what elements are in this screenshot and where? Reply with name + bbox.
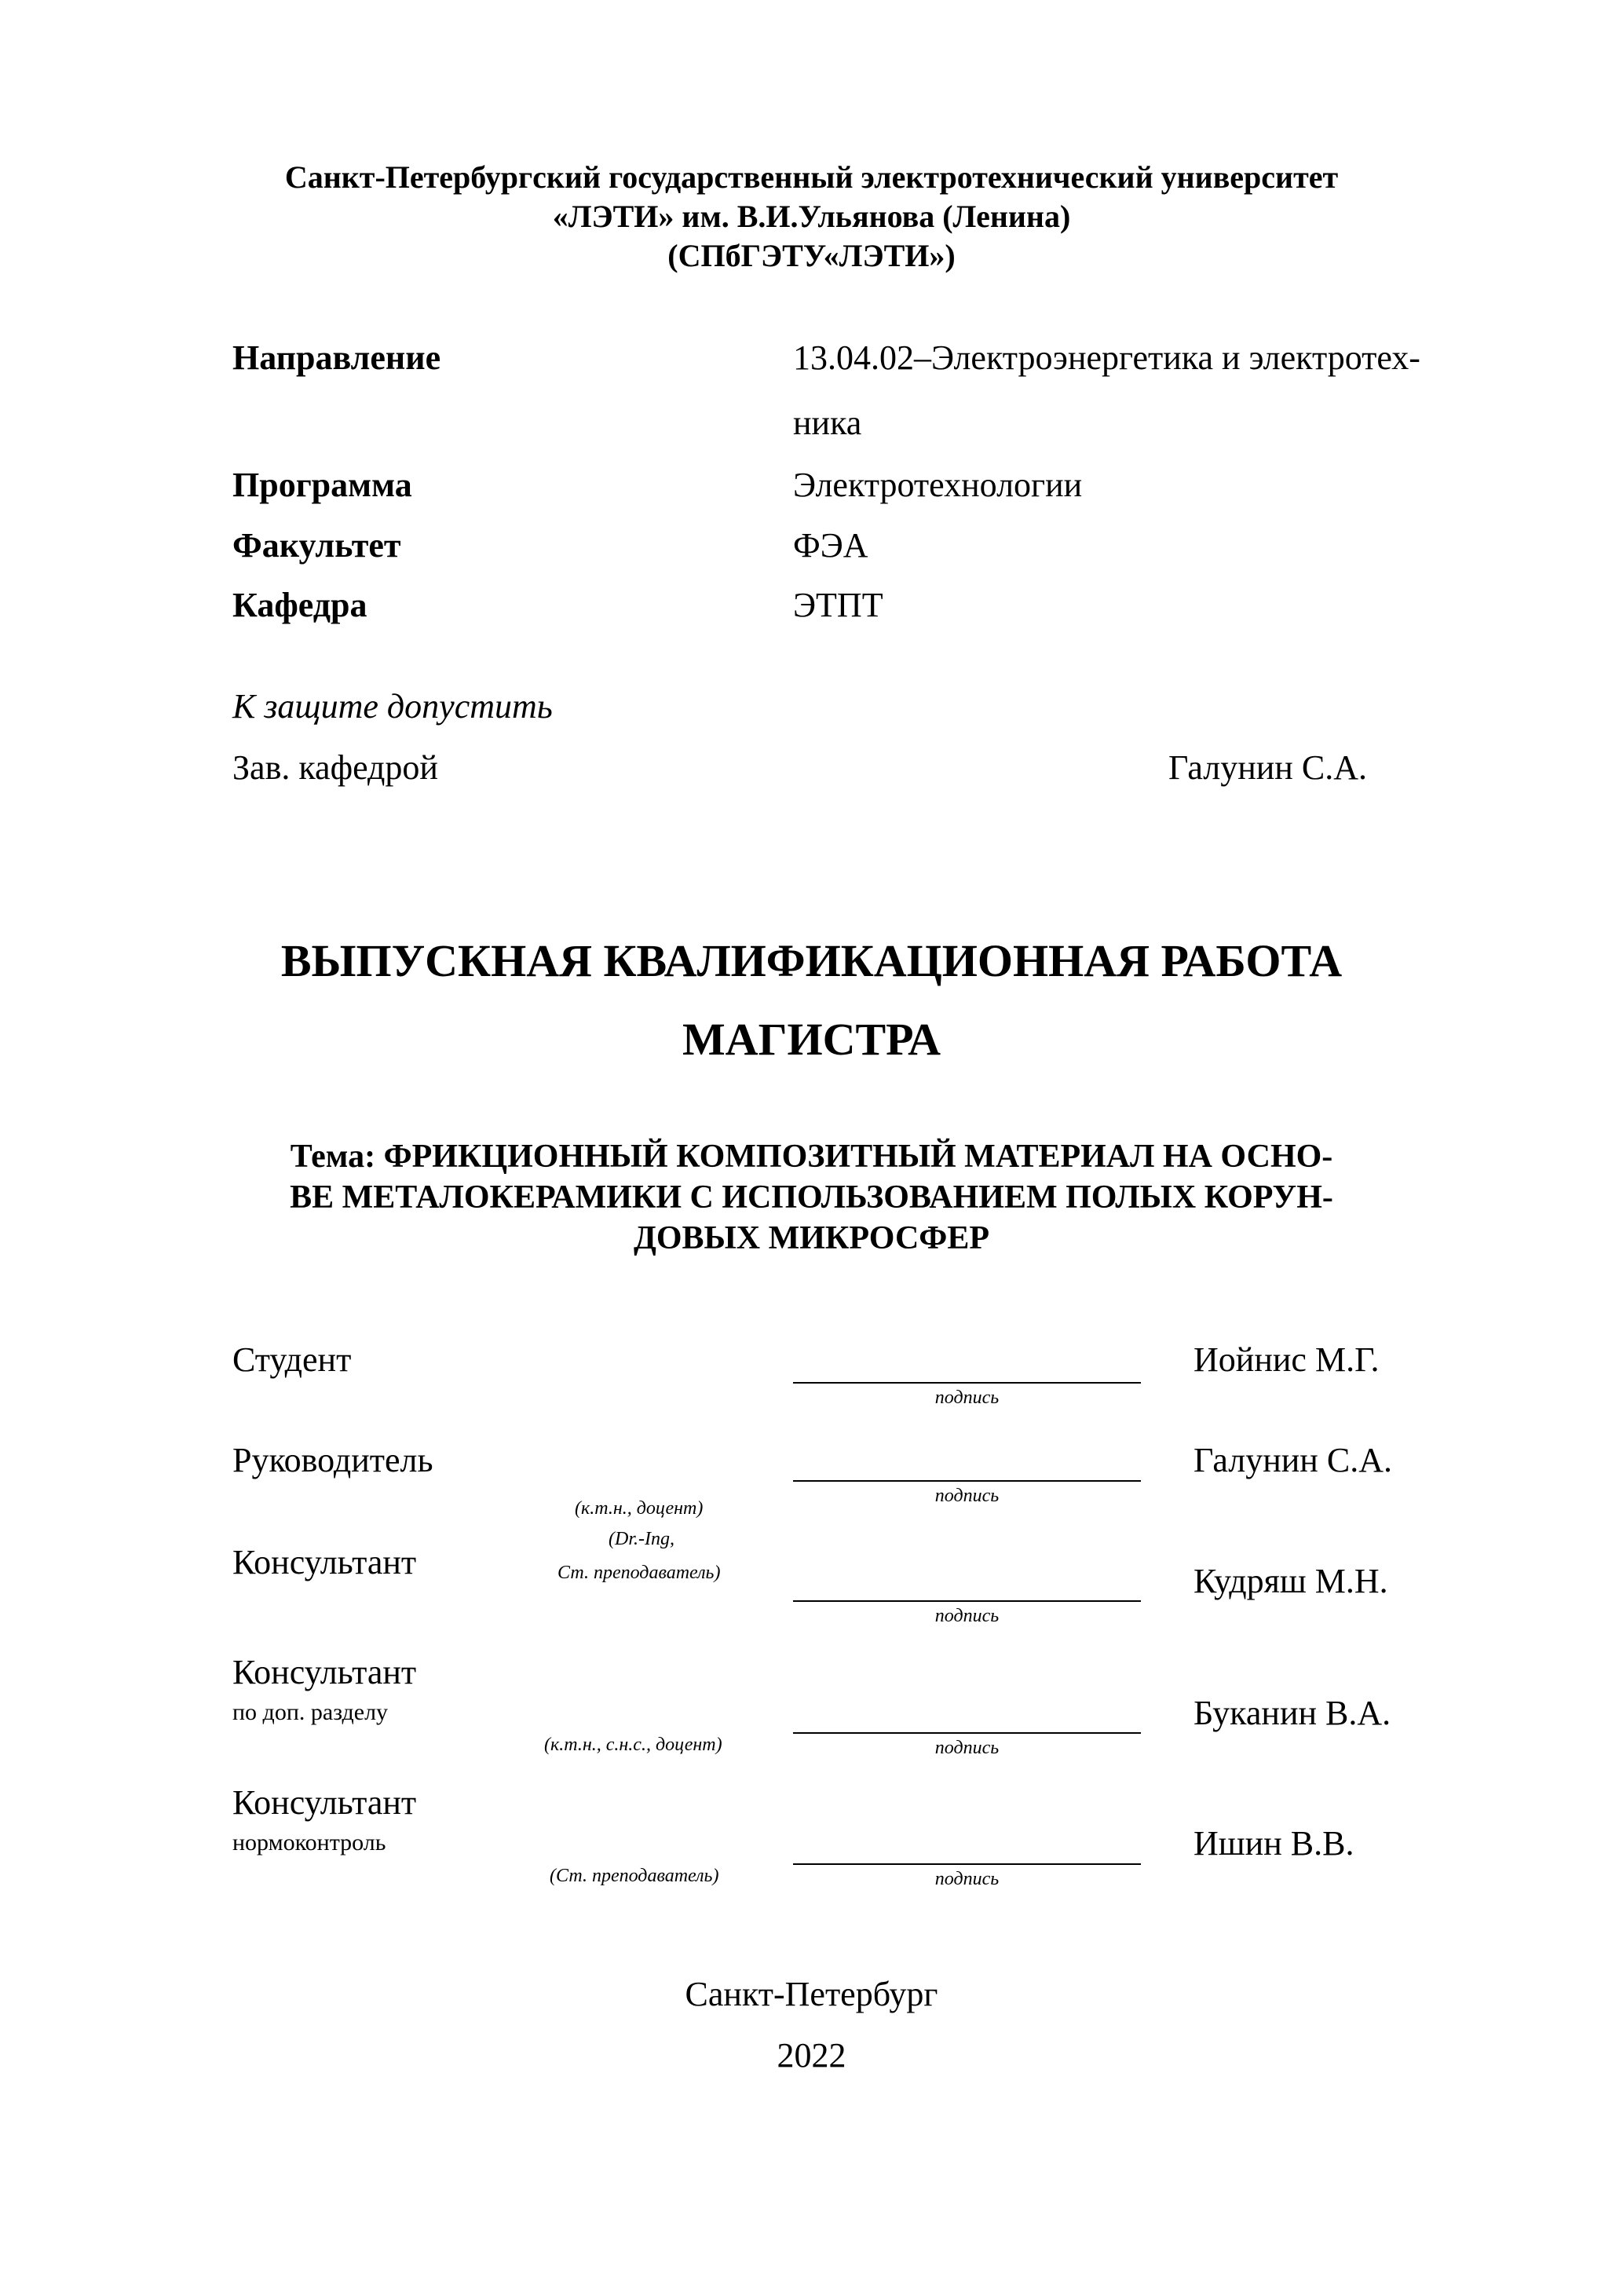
student-role: Студент xyxy=(232,1340,352,1379)
norm-control-signature-line xyxy=(793,1863,1141,1865)
university-short-name: «ЛЭТИ» им. В.И.Ульянова (Ленина) xyxy=(552,199,1071,234)
department-label: Кафедра xyxy=(232,586,367,624)
additional-consultant-role: Консультант xyxy=(232,1653,417,1691)
consultant-position: Ст. преподаватель) xyxy=(557,1563,721,1583)
consultant-name: Кудряш М.Н. xyxy=(1193,1562,1388,1600)
program-label: Программа xyxy=(232,466,412,504)
direction-value-continued: ника xyxy=(793,404,862,442)
student-name: Иойнис М.Г. xyxy=(1193,1340,1380,1379)
approval-role: Зав. кафедрой xyxy=(232,748,438,787)
norm-control-section: нормоконтроль xyxy=(232,1830,386,1855)
student-signature-line xyxy=(793,1382,1141,1384)
theme-line-1: Тема: ФРИКЦИОННЫЙ КОМПОЗИТНЫЙ МАТЕРИАЛ НА ОСНО- xyxy=(290,1139,1333,1175)
approval-name: Галунин С.А. xyxy=(1168,748,1367,787)
supervisor-signature-caption: подпись xyxy=(934,1486,1000,1506)
supervisor-name: Галунин С.А. xyxy=(1193,1441,1392,1479)
department-value: ЭТПТ xyxy=(793,586,883,624)
consultant-role: Консультант xyxy=(232,1543,417,1581)
supervisor-degree: (к.т.н., доцент) xyxy=(575,1498,704,1519)
additional-consultant-name: Буканин В.А. xyxy=(1193,1694,1391,1732)
document-title-degree: МАГИСТРА xyxy=(682,1014,941,1065)
norm-control-role: Консультант xyxy=(232,1783,417,1822)
university-name: Санкт-Петербургский государственный электротехнический университет xyxy=(284,159,1339,195)
supervisor-signature-line xyxy=(793,1480,1141,1482)
program-value: Электротехнологии xyxy=(793,466,1083,504)
consultant-signature-caption: подпись xyxy=(934,1606,1000,1626)
footer-city: Санкт-Петербург xyxy=(685,1975,938,2013)
faculty-value: ФЭА xyxy=(793,526,868,565)
norm-control-signature-caption: подпись xyxy=(934,1869,1000,1889)
theme-line-3: ДОВЫХ МИКРОСФЕР xyxy=(633,1220,990,1256)
norm-control-name: Ишин В.В. xyxy=(1193,1824,1354,1863)
faculty-label: Факультет xyxy=(232,526,401,565)
additional-consultant-signature-caption: подпись xyxy=(934,1738,1000,1758)
university-abbreviation: (СПбГЭТУ«ЛЭТИ») xyxy=(667,238,956,273)
consultant-signature-line xyxy=(793,1600,1141,1602)
additional-consultant-degree: (к.т.н., с.н.с., доцент) xyxy=(544,1735,722,1755)
direction-label: Направление xyxy=(232,338,441,377)
document-title: ВЫПУСКНАЯ КВАЛИФИКАЦИОННАЯ РАБОТА xyxy=(280,935,1343,986)
additional-consultant-section: по доп. разделу xyxy=(232,1699,389,1725)
additional-consultant-signature-line xyxy=(793,1732,1141,1734)
norm-control-position: (Ст. преподаватель) xyxy=(550,1866,719,1886)
theme-line-2: ВЕ МЕТАЛОКЕРАМИКИ С ИСПОЛЬЗОВАНИЕМ ПОЛЫХ КОРУН- xyxy=(290,1179,1333,1216)
footer-year: 2022 xyxy=(777,2036,846,2075)
consultant-degree: (Dr.-Ing, xyxy=(609,1529,674,1549)
student-signature-caption: подпись xyxy=(934,1387,1000,1408)
supervisor-role: Руководитель xyxy=(232,1441,433,1479)
approval-text: К защите допустить xyxy=(232,687,553,726)
direction-value: 13.04.02–Электроэнергетика и электротех- xyxy=(793,338,1420,377)
